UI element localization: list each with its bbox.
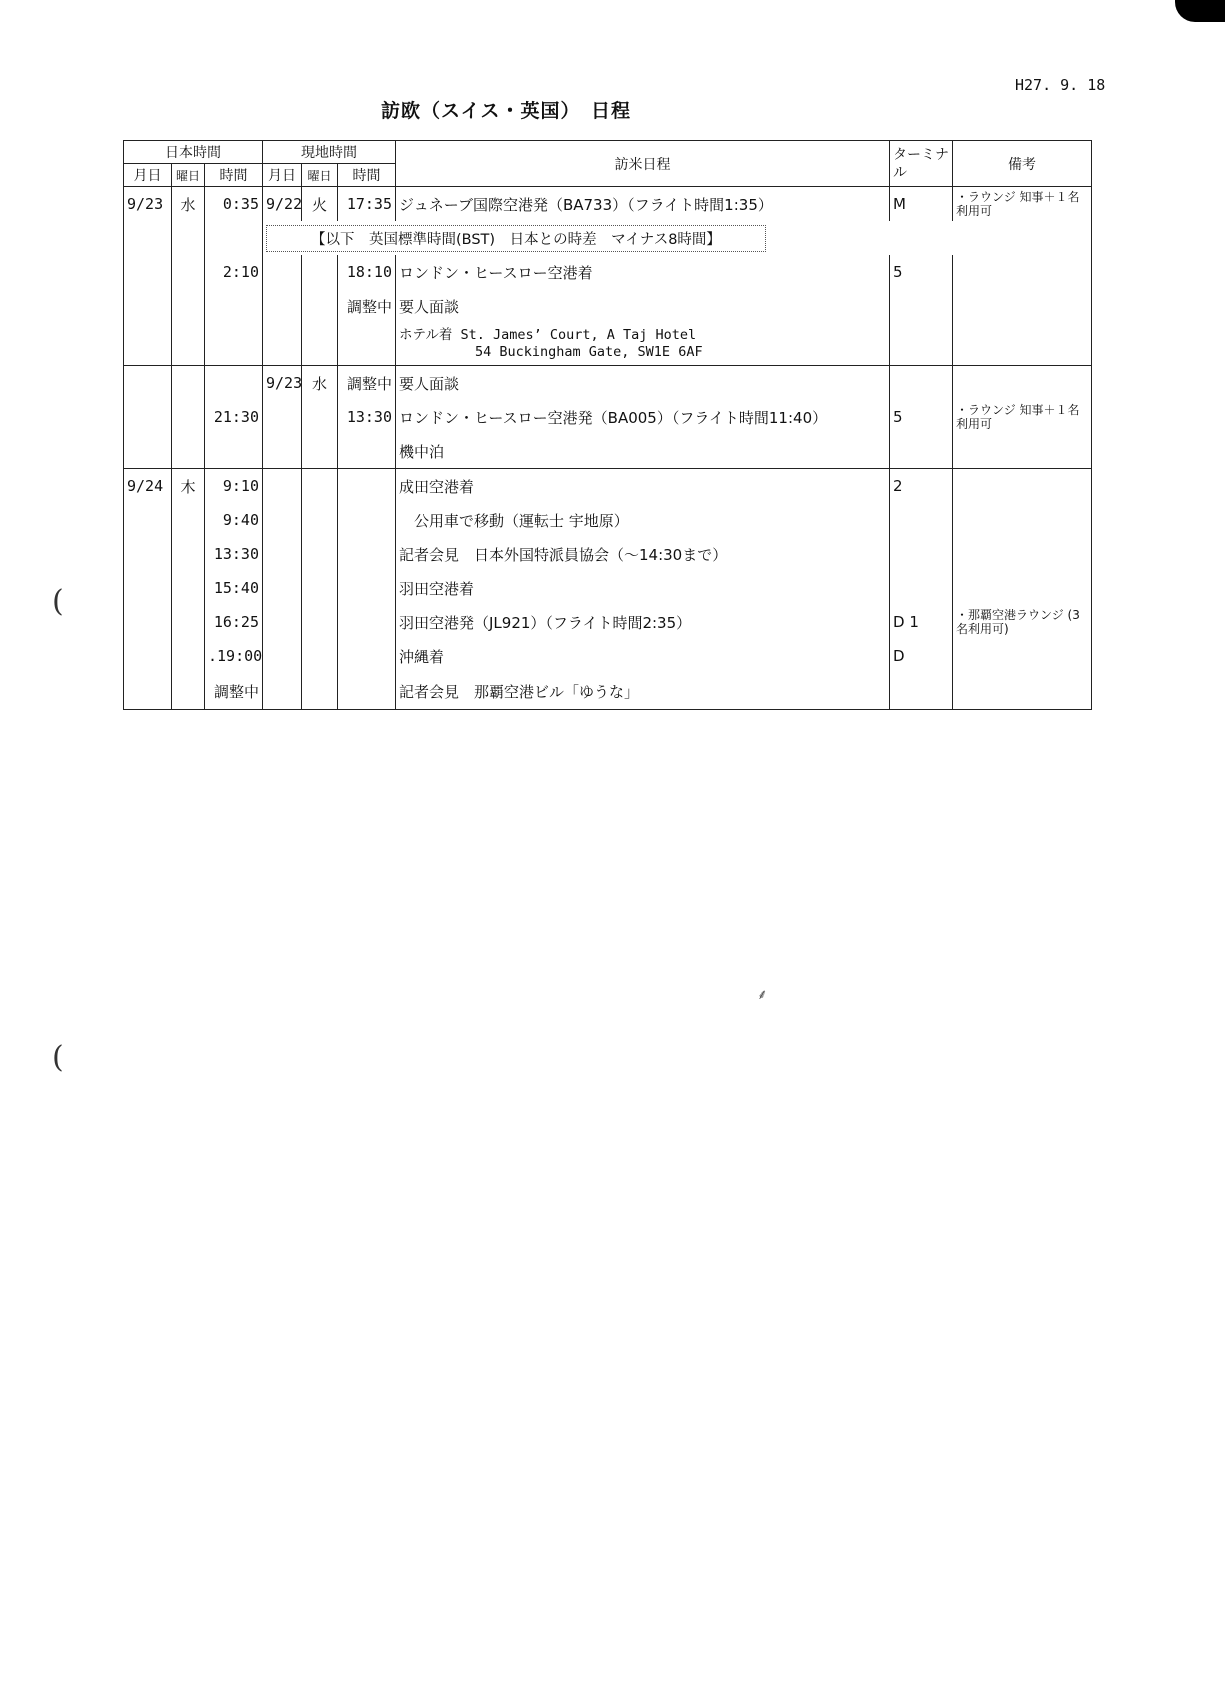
table-row (124, 571, 1092, 605)
bst-note-cell (263, 221, 1092, 255)
table-row (124, 639, 1092, 673)
remark: ・ラウンジ 知事＋１名利用可 (953, 400, 1092, 434)
jp-weekday: 木 (172, 469, 205, 504)
event: 沖縄着 (396, 639, 890, 673)
punch-hole-mark: ( (52, 1040, 64, 1075)
event-hotel (396, 323, 890, 366)
table-row (124, 255, 1092, 289)
table-row (124, 673, 1092, 710)
event: ロンドン・ヒースロー空港発（BA005）（フライト時間11:40） (396, 400, 890, 434)
local-date: 9/23 (263, 366, 302, 401)
event: ロンドン・ヒースロー空港着 (396, 255, 890, 289)
page-title: 訪欧（スイス・英国） 日程 (381, 100, 631, 122)
jp-time: 2:10 (205, 255, 263, 289)
local-weekday: 水 (302, 366, 338, 401)
remark: ・ラウンジ 知事＋１名利用可 (953, 187, 1092, 222)
header-terminal: ターミナル (890, 141, 953, 187)
table-row (124, 323, 1092, 366)
remark: ・那覇空港ラウンジ (3名利用可) (953, 605, 1092, 639)
bst-note: 【以下 英国標準時間(BST) 日本との時差 マイナス8時間】 (266, 225, 766, 252)
hotel-line-1: ホテル着 St. James’ Court, A Taj Hotel (399, 327, 697, 343)
event: 記者会見 那覇空港ビル「ゆうな」 (396, 673, 890, 710)
schedule-table (123, 140, 1092, 710)
terminal: 2 (890, 469, 953, 504)
table-row (124, 187, 1092, 222)
jp-time: 15:40 (205, 571, 263, 605)
table-row (124, 400, 1092, 434)
table-row (124, 605, 1092, 639)
table-row (124, 537, 1092, 571)
jp-date: 9/23 (124, 187, 172, 222)
event: 成田空港着 (396, 469, 890, 504)
event: 要人面談 (396, 289, 890, 323)
table-row (124, 434, 1092, 469)
header-schedule: 訪米日程 (396, 141, 890, 187)
hotel-line-2: 54 Buckingham Gate, SW1E 6AF (475, 344, 703, 360)
event: 羽田空港発（JL921）（フライト時間2:35） (396, 605, 890, 639)
jp-time: 13:30 (205, 537, 263, 571)
table-row (124, 289, 1092, 323)
local-time: 調整中 (338, 366, 396, 401)
local-time: 17:35 (338, 187, 396, 222)
table-row (124, 366, 1092, 401)
jp-time: 0:35 (205, 187, 263, 222)
event: 機中泊 (396, 434, 890, 469)
jp-time: 9:40 (205, 503, 263, 537)
local-weekday: 火 (302, 187, 338, 222)
jp-time: 16:25 (205, 605, 263, 639)
terminal: M (890, 187, 953, 222)
header-jp-date: 月日 (124, 164, 172, 187)
jp-time: 9:10 (205, 469, 263, 504)
header-local-weekday: 曜日 (302, 164, 338, 187)
event: 記者会見 日本外国特派員協会（〜14:30まで） (396, 537, 890, 571)
terminal: 5 (890, 255, 953, 289)
event: 羽田空港着 (396, 571, 890, 605)
header-jp-time: 時間 (205, 164, 263, 187)
terminal: D (890, 639, 953, 673)
table-row (124, 469, 1092, 504)
document-date: H27. 9. 18 (1015, 76, 1106, 94)
event: 要人面談 (396, 366, 890, 401)
header-jp-weekday: 曜日 (172, 164, 205, 187)
jp-date: 9/24 (124, 469, 172, 504)
jp-weekday: 水 (172, 187, 205, 222)
header-remarks: 備考 (953, 141, 1092, 187)
local-date: 9/22 (263, 187, 302, 222)
header-japan-time: 日本時間 (124, 141, 263, 164)
scan-corner-mark (1175, 0, 1225, 22)
local-time: 13:30 (338, 400, 396, 434)
header-local-date: 月日 (263, 164, 302, 187)
terminal: D 1 (890, 605, 953, 639)
jp-time: 21:30 (205, 400, 263, 434)
jp-time: 調整中 (205, 673, 263, 710)
event: ジュネーブ国際空港発（BA733）（フライト時間1:35） (396, 187, 890, 222)
local-time: 調整中 (338, 289, 396, 323)
punch-hole-mark: ( (52, 584, 64, 619)
header-local-time-col: 時間 (338, 164, 396, 187)
scan-speck: ⸙ (757, 987, 768, 1003)
table-row (124, 503, 1092, 537)
jp-time: .19:00 (205, 639, 263, 673)
event: 公用車で移動（運転士 宇地原） (396, 503, 890, 537)
terminal: 5 (890, 400, 953, 434)
local-time: 18:10 (338, 255, 396, 289)
table-row-note (124, 221, 1092, 255)
header-local-time: 現地時間 (263, 141, 396, 164)
